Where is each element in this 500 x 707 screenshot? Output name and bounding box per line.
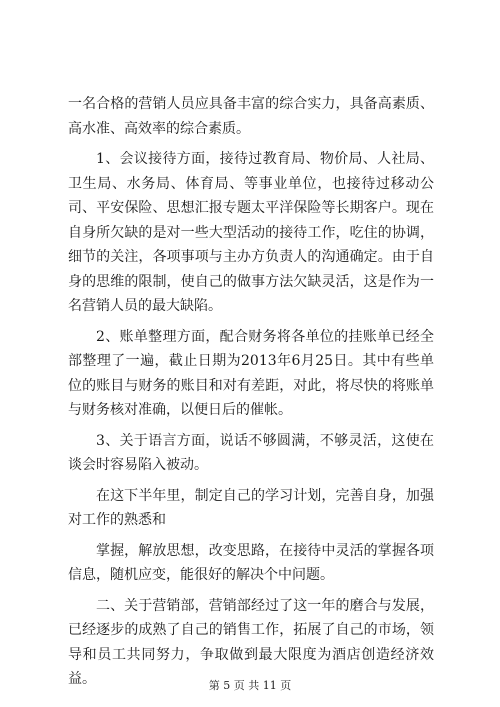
paragraph-billing: 2、账单整理方面，配合财务将各单位的挂账单已经全部整理了一遍，截止日期为2013年6月25日。其中有些单位的账目与财务的账目和对有差距，对此，将尽快的将账单与财务核对准确，以便日后的催帐。 <box>68 328 434 418</box>
paragraph-marketing-dept: 二、关于营销部，营销部经过了这一年的磨合与发展，已经逐步的成熟了自己的销售工作，拓展了自己的市场，领导和员工共同努力，争取做到最大限度为酒店创造经济效益。 <box>68 597 434 687</box>
paragraph-language: 3、关于语言方面，说话不够圆满，不够灵活，这使在谈会时容易陷入被动。 <box>68 432 434 473</box>
document-body <box>68 92 434 698</box>
paragraph-intro: 一名合格的营销人员应具备丰富的综合实力，具备高素质、高水准、高效率的综合素质。 <box>68 96 434 137</box>
paragraph-mastery: 掌握，解放思想，改变思路，在接待中灵活的掌握各项信息，随机应变，能很好的解决个中问题。 <box>68 542 434 583</box>
page-number-footer: 第 5 页 共 11 页 <box>208 679 292 692</box>
paragraph-meeting-reception: 1、会议接待方面，接待过教育局、物价局、人社局、卫生局、水务局、体育局、等事业单位，也接待过移动公司、平安保险、思想汇报专题太平洋保险等长期客户。现在自身所欠缺的是对一些大型活动的接待工作，吃住的协调，细节的关注，各项事项与主办方负责人的沟通确定。由于自身的思维的限制，使自己的做事方法欠缺灵活，这是作为一名营销人员的最大缺陷。 <box>68 151 434 314</box>
paragraph-study-plan: 在这下半年里，制定自己的学习计划，完善自身，加强对工作的熟悉和 <box>68 487 434 528</box>
